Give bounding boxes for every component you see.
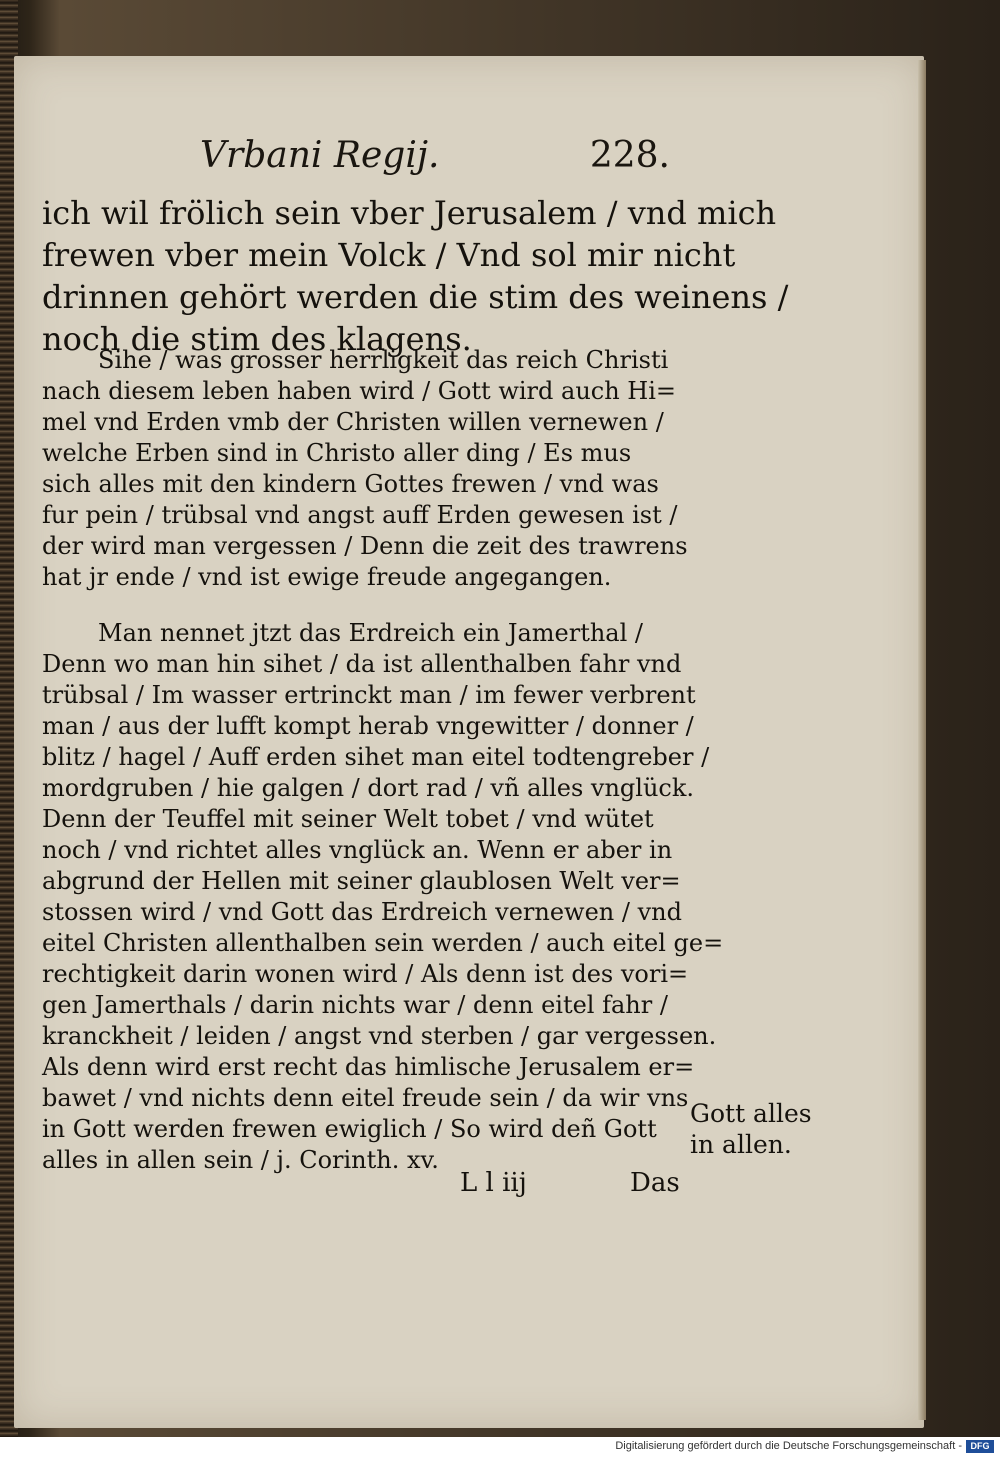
text-line: abgrund der Hellen mit seiner glaublosen Welt ver= [42, 867, 681, 895]
text-line: eitel Christen allenthalben sein werden / auch eitel ge= [42, 929, 724, 957]
text-line: mel vnd Erden vmb der Christen willen vernewen / [42, 408, 664, 436]
text-line: Sihe / was grosser herrligkeit das reich Christi [98, 346, 669, 374]
text-line: der wird man vergessen / Denn die zeit des trawrens [42, 532, 688, 560]
text-line: Denn wo man hin sihet / da ist allenthalben fahr vnd [42, 650, 682, 678]
page-header [200, 135, 680, 183]
dfg-logo-icon: DFG [966, 1440, 994, 1453]
text-line: drinnen gehört werden die stim des weinens / [42, 278, 789, 316]
text-line: blitz / hagel / Auff erden sihet man eitel todtengreber / [42, 743, 710, 771]
text-line: in Gott werden frewen ewiglich / So wird deñ Gott [42, 1115, 657, 1143]
text-line: frewen vber mein Volck / Vnd sol mir nicht [42, 236, 736, 274]
paragraph-1 [42, 345, 688, 593]
text-line: gen Jamerthals / darin nichts war / denn eitel fahr / [42, 991, 668, 1019]
catchword: Das [630, 1168, 680, 1198]
footer-bar [0, 1437, 1000, 1457]
page-number: 228. [589, 135, 670, 176]
text-line: Als denn wird erst recht das himlische Jerusalem er= [42, 1053, 695, 1081]
text-line: sich alles mit den kindern Gottes frewen / vnd was [42, 470, 659, 498]
text-line: nach diesem leben haben wird / Gott wird auch Hi= [42, 377, 677, 405]
text-line: hat jr ende / vnd ist ewige freude angegangen. [42, 563, 612, 591]
marginal-note [690, 1098, 820, 1160]
funding-credit: Digitalisierung gefördert durch die Deutsche Forschungsgemeinschaft - [615, 1440, 962, 1452]
text-line: man / aus der lufft kompt herab vngewitter / donner / [42, 712, 694, 740]
text-line: mordgruben / hie galgen / dort rad / vñ alles vnglück. [42, 774, 695, 802]
text-line: Denn der Teuffel mit seiner Welt tobet / vnd wütet [42, 805, 654, 833]
text-line: welche Erben sind in Christo aller ding / Es mus [42, 439, 632, 467]
text-line: Man nennet jtzt das Erdreich ein Jamerthal / [98, 619, 644, 647]
text-line: stossen wird / vnd Gott das Erdreich vernewen / vnd [42, 898, 682, 926]
text-line: bawet / vnd nichts denn eitel freude sein / da wir vns [42, 1084, 689, 1112]
text-line: kranckheit / leiden / angst vnd sterben / gar vergessen. [42, 1022, 717, 1050]
paragraph-2 [42, 618, 724, 1176]
text-line: noch die stim des klagens. [42, 320, 472, 358]
text-line: alles in allen sein / j. Corinth. xv. [42, 1146, 439, 1174]
text-line: rechtigkeit darin wonen wird / Als denn ist des vori= [42, 960, 689, 988]
page-edge [918, 60, 926, 1420]
opening-verse [42, 192, 789, 360]
running-title: Vrbani Regij. [200, 135, 440, 176]
marginal-note-line: in allen. [690, 1130, 792, 1159]
marginal-note-line: Gott alles [690, 1099, 812, 1128]
text-line: trübsal / Im wasser ertrinckt man / im fewer verbrent [42, 681, 696, 709]
signature-mark: L l iij [460, 1168, 527, 1198]
text-line: ich wil frölich sein vber Jerusalem / vnd mich [42, 194, 777, 232]
text-line: noch / vnd richtet alles vnglück an. Wenn er aber in [42, 836, 673, 864]
text-line: fur pein / trübsal vnd angst auff Erden gewesen ist / [42, 501, 678, 529]
